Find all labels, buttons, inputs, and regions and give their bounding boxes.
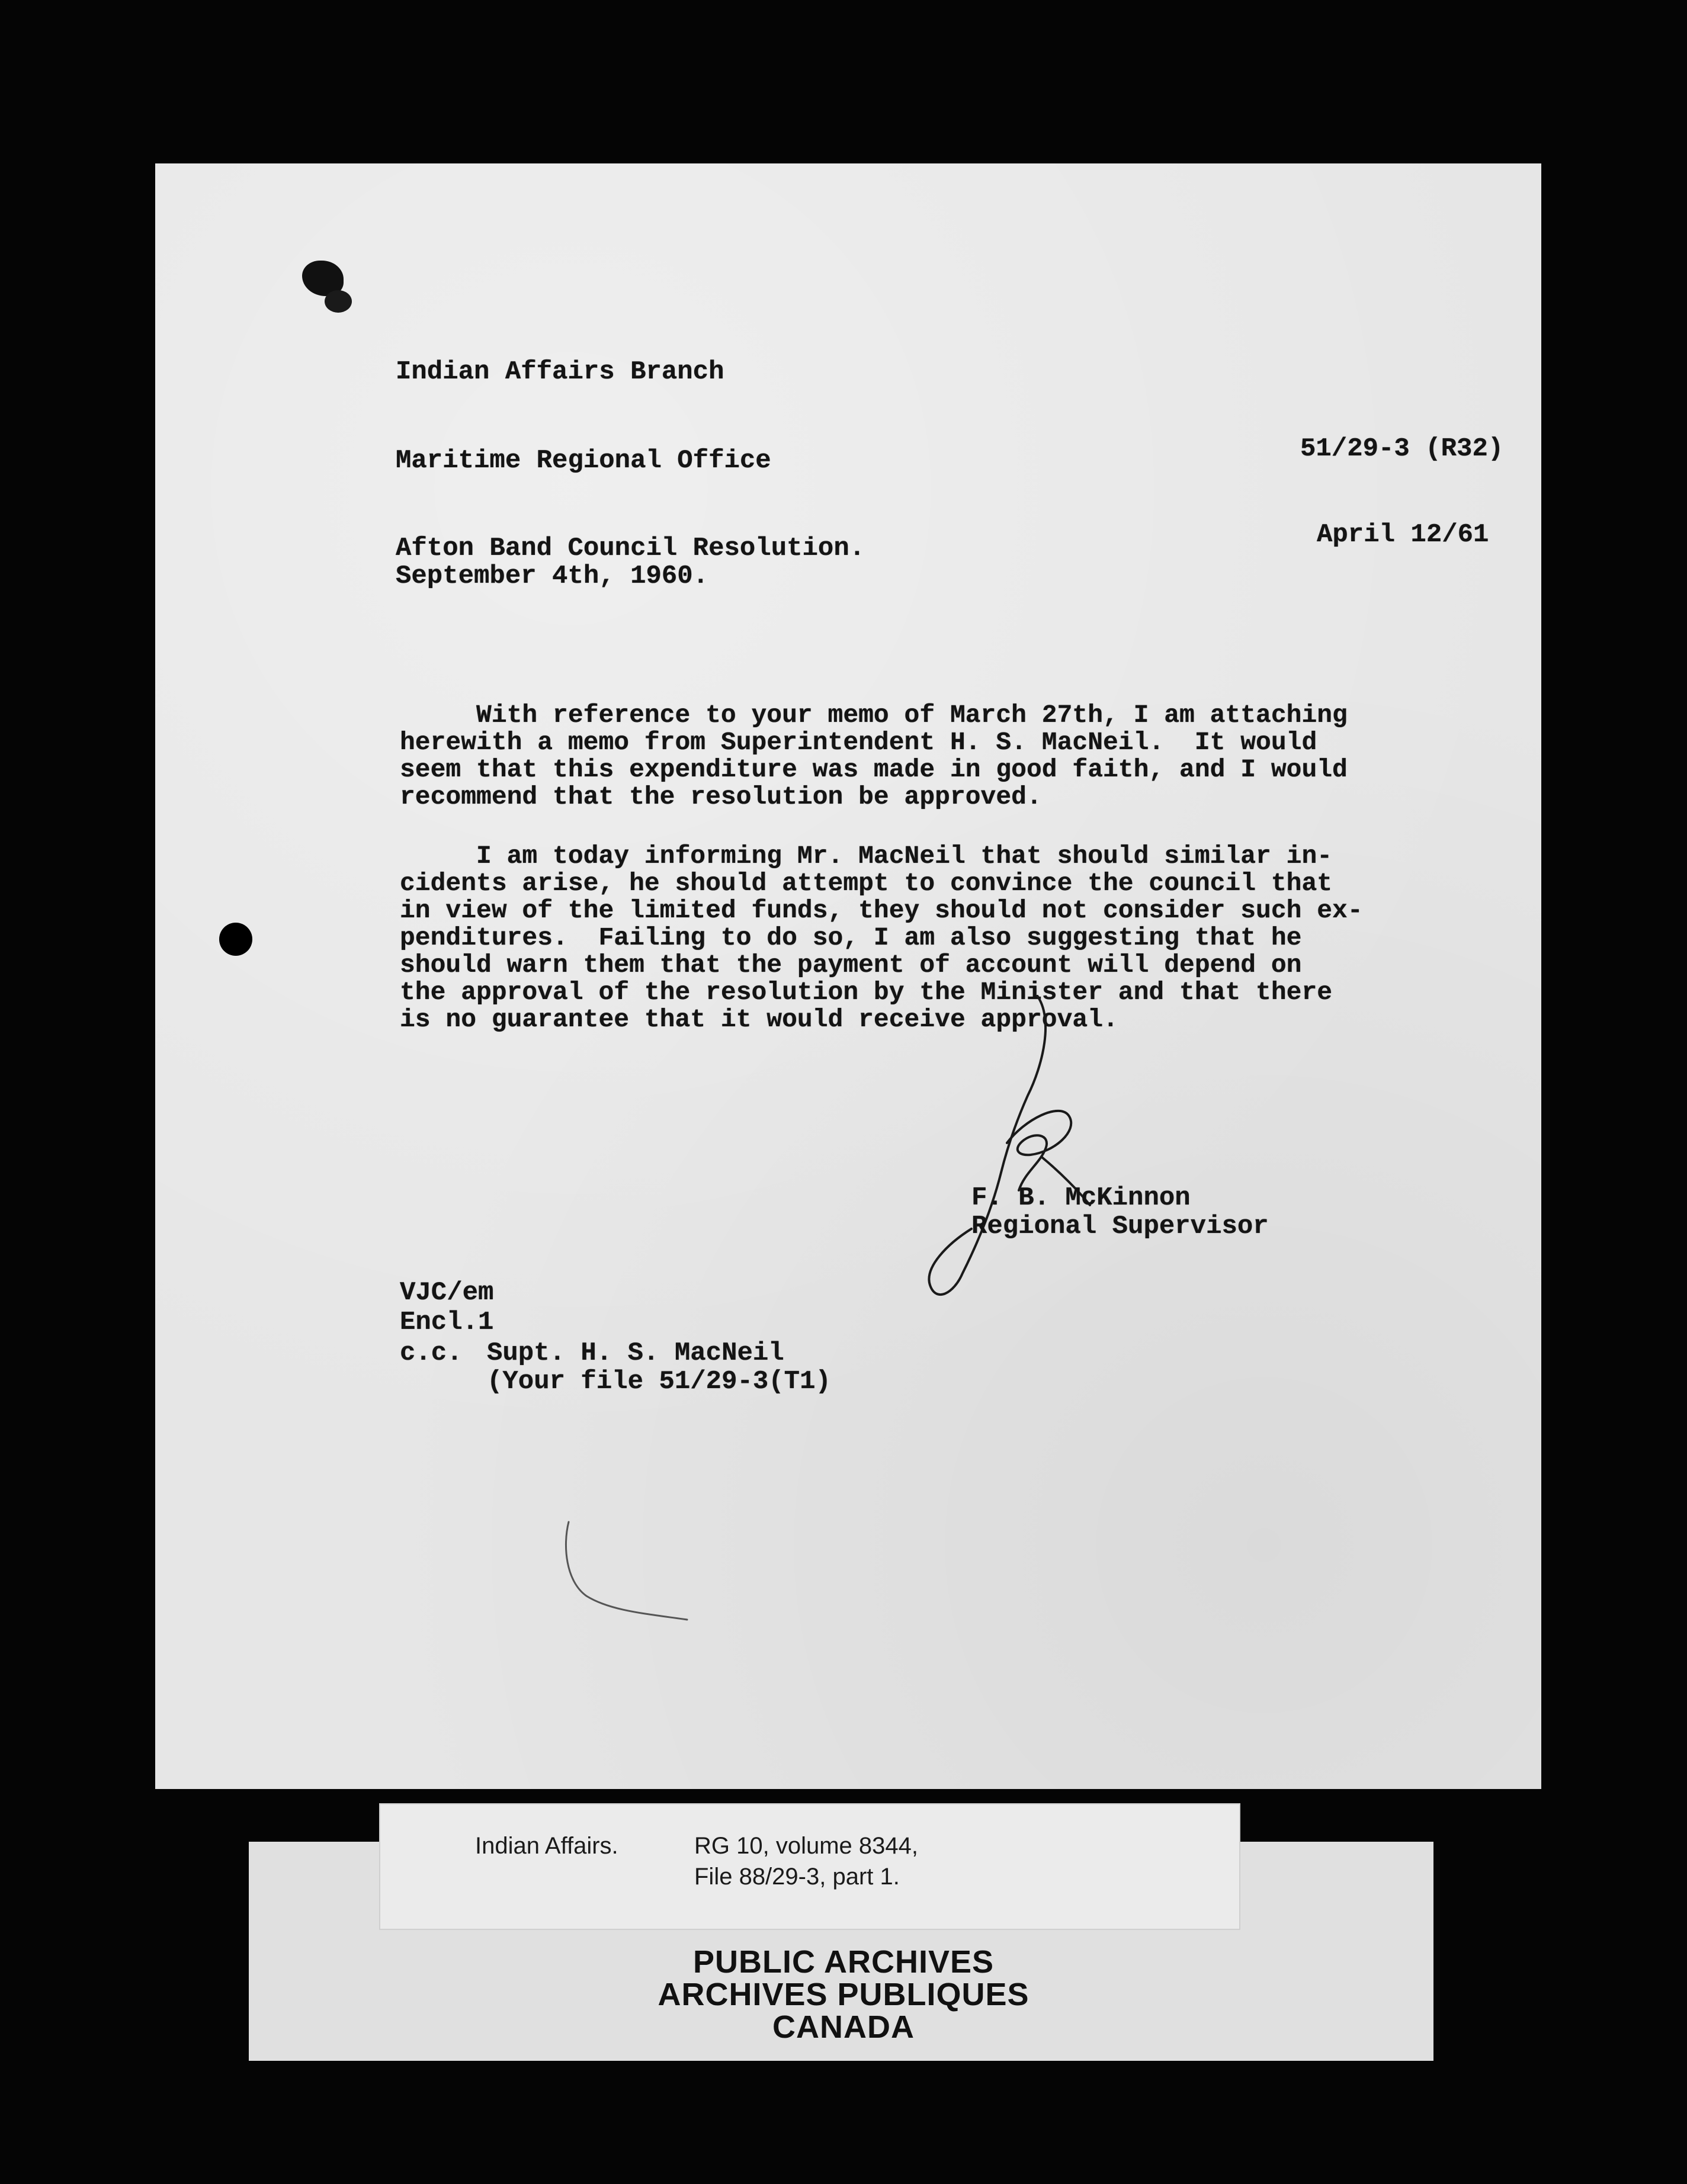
typist-initials: VJC/em	[400, 1278, 494, 1308]
paragraph-line: I am today informing Mr. MacNeil that should similar in-	[400, 842, 1333, 871]
paragraph-1	[400, 701, 1348, 811]
archive-dept: Indian Affairs.	[475, 1833, 618, 1859]
paragraph-line: in view of the limited funds, they should not consider such ex-	[400, 896, 1363, 925]
paragraph-line: the approval of the resolution by the Minister and that there	[400, 978, 1333, 1007]
branch-name: Indian Affairs Branch	[396, 357, 724, 387]
paragraph-line: recommend that the resolution be approved.	[400, 782, 1042, 811]
paragraph-line: With reference to your memo of March 27th, I am attaching	[400, 701, 1348, 730]
cc-prefix: c.c.	[400, 1338, 463, 1368]
cc-file-note: (Your file 51/29-3(T1)	[487, 1367, 831, 1396]
signatory-title: Regional Supervisor	[971, 1212, 1269, 1241]
archive-stamp-line-3: CANADA	[772, 2009, 915, 2045]
stray-pencil-mark	[551, 1510, 693, 1629]
enclosure-note: Encl.1	[400, 1308, 494, 1337]
paragraph-line: should warn them that the payment of account will depend on	[400, 950, 1302, 979]
file-reference: 51/29-3 (R32)	[1300, 434, 1504, 464]
archive-ref-line-1: RG 10, volume 8344,	[694, 1833, 918, 1859]
paragraph-line: herewith a memo from Superintendent H. S. MacNeil. It would	[400, 728, 1317, 757]
signatory-name: F. B. McKinnon	[971, 1183, 1191, 1213]
archive-reference-card	[379, 1803, 1240, 1930]
paragraph-2	[400, 842, 1363, 1034]
office-name: Maritime Regional Office	[396, 446, 771, 476]
handwritten-signature	[906, 995, 1131, 1303]
archive-ref-line-2: File 88/29-3, part 1.	[694, 1864, 900, 1890]
letter-date: April 12/61	[1317, 520, 1489, 550]
paragraph-line: cidents arise, he should attempt to convince the council that	[400, 869, 1333, 898]
subject-line-2: September 4th, 1960.	[396, 561, 709, 591]
paragraph-line: is no guarantee that it would receive approval.	[400, 1005, 1118, 1034]
archive-stamp-line-2: ARCHIVES PUBLIQUES	[658, 1977, 1029, 2012]
cc-recipient: Supt. H. S. MacNeil	[487, 1338, 784, 1368]
ink-blot-secondary	[325, 290, 352, 313]
archive-stamp-line-1: PUBLIC ARCHIVES	[692, 1944, 995, 1980]
punch-hole	[219, 923, 252, 956]
paragraph-line: penditures. Failing to do so, I am also suggesting that he	[400, 923, 1302, 952]
subject-line-1: Afton Band Council Resolution.	[396, 534, 865, 563]
paragraph-line: seem that this expenditure was made in good faith, and I would	[400, 755, 1348, 784]
